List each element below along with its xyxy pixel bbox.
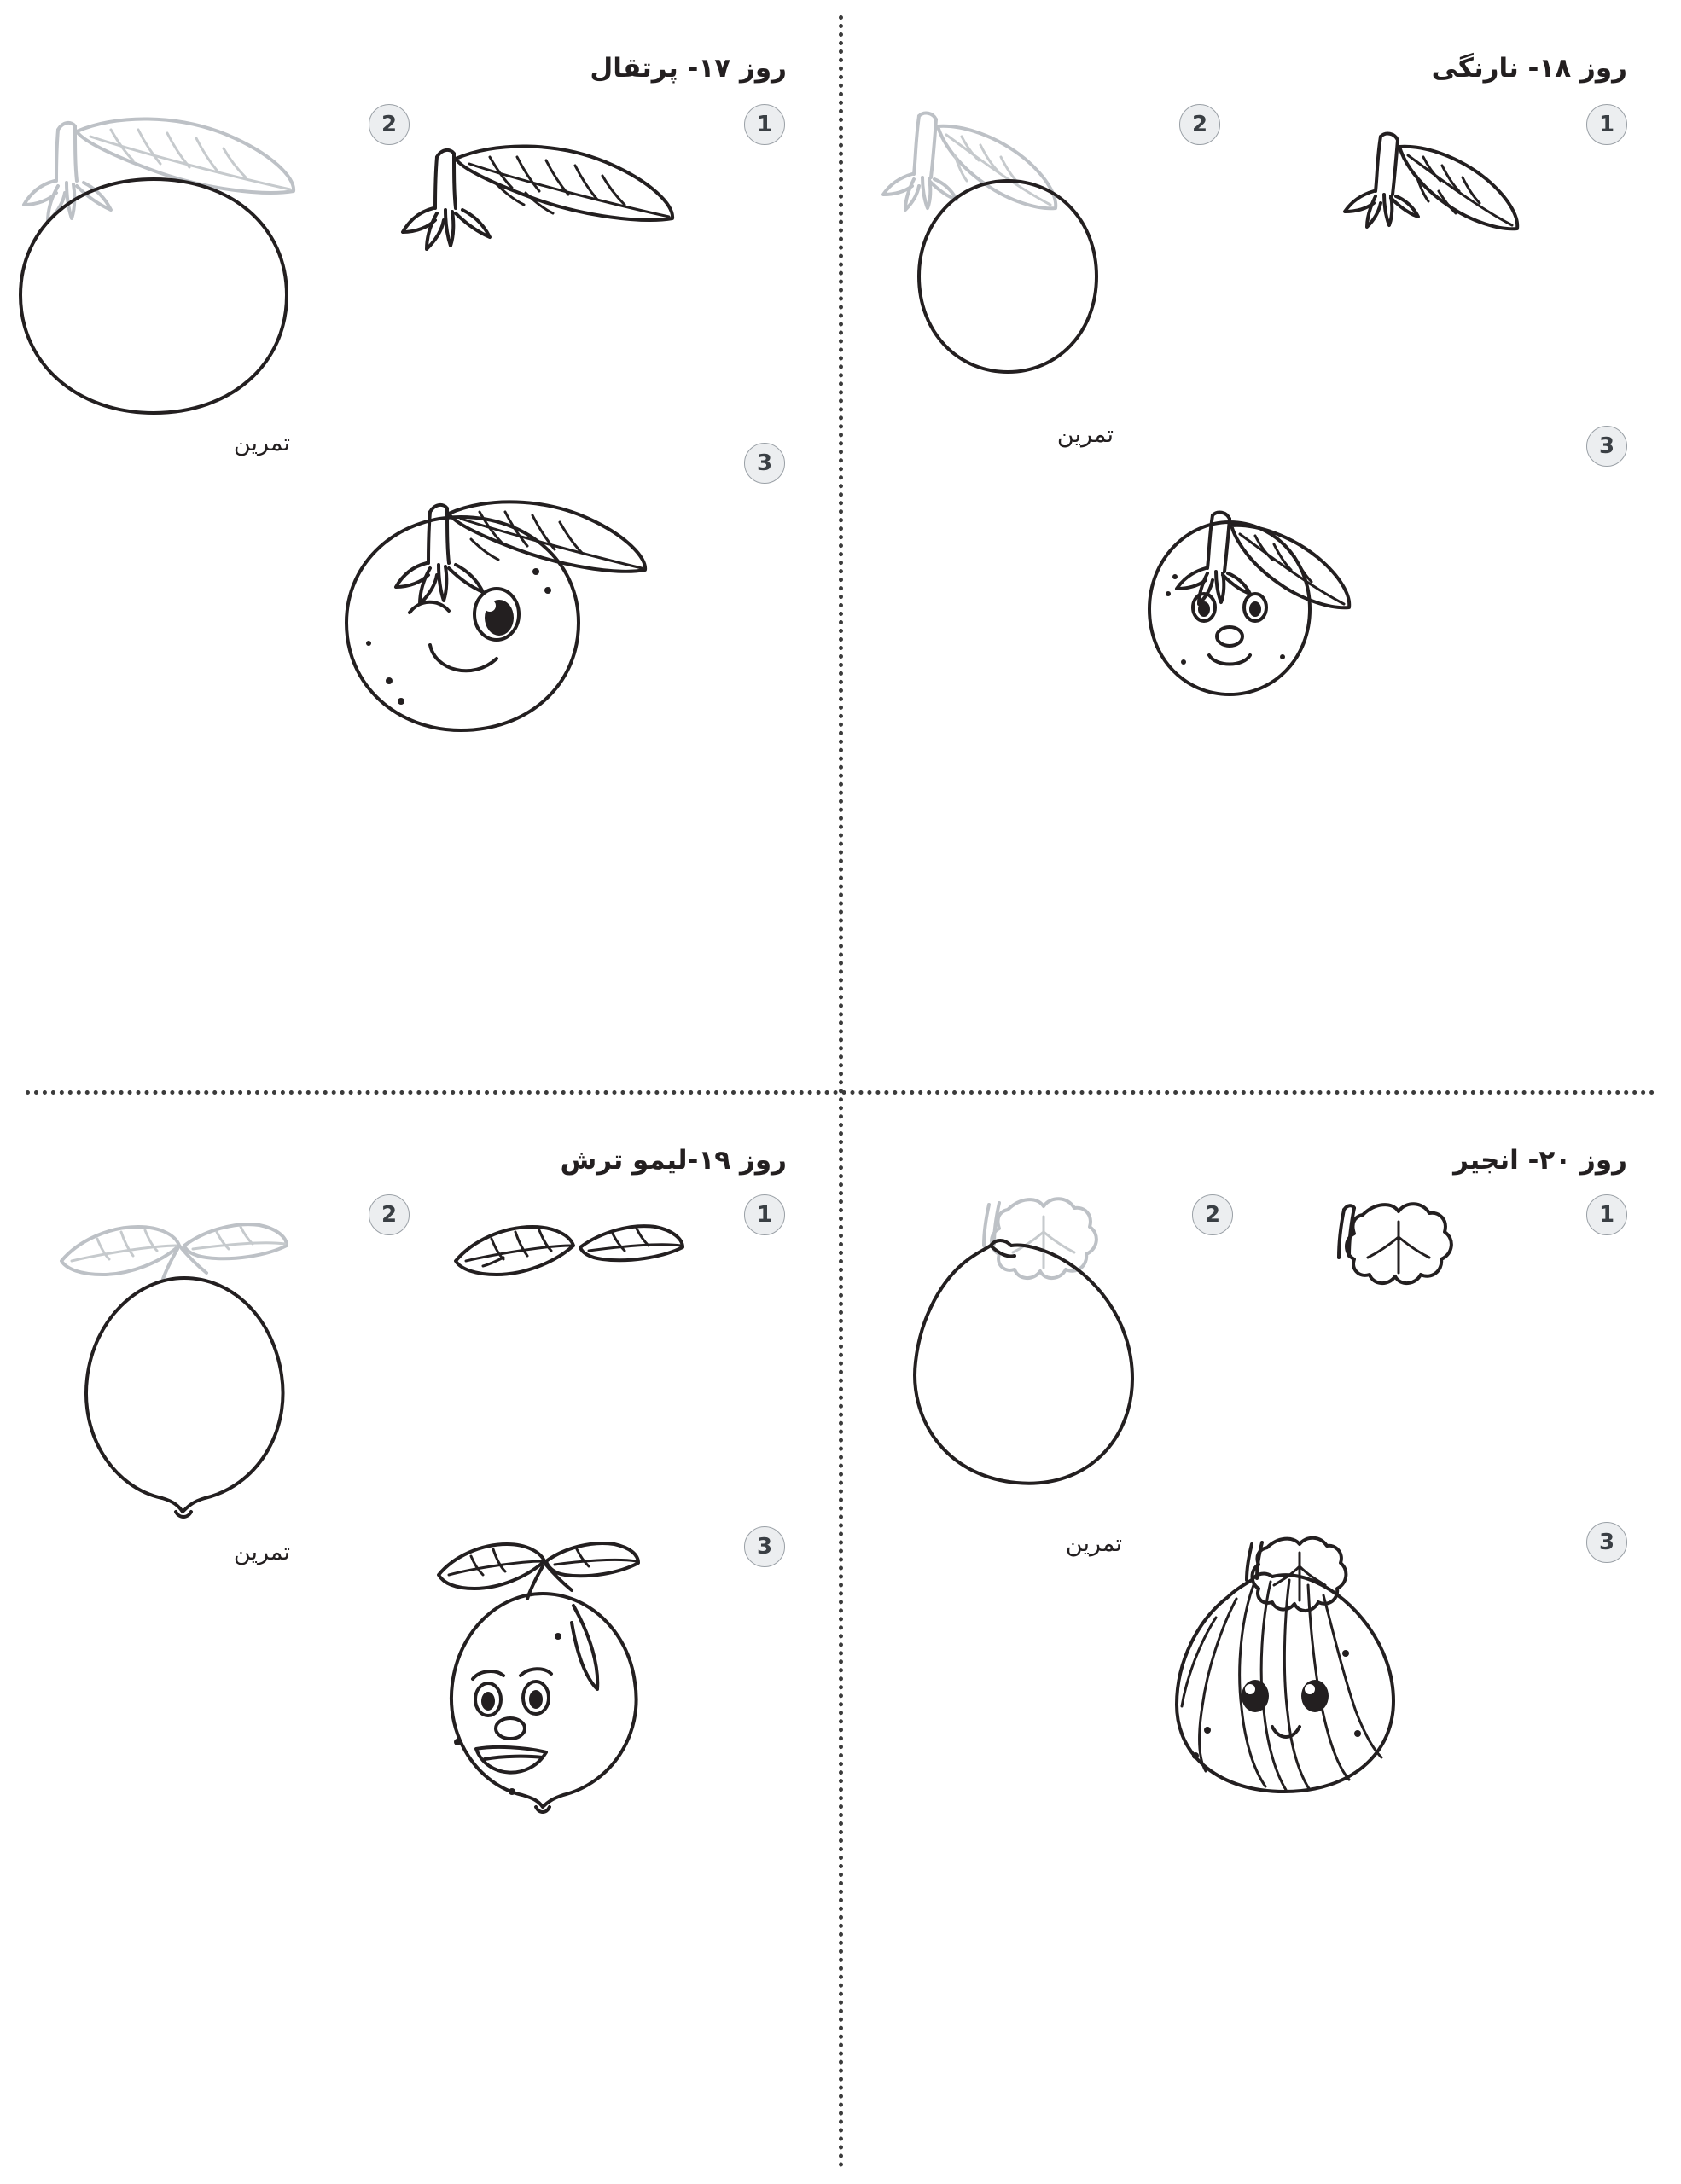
step-badge-2: 2 — [369, 104, 410, 145]
step-badge-1: 1 — [1586, 104, 1627, 145]
quadrant-day-20-fig — [840, 1092, 1681, 2184]
step-badge-2: 2 — [1192, 1194, 1233, 1235]
step-badge-3: 3 — [1586, 426, 1627, 467]
art-orange-circle-with-ghost-leaf — [9, 107, 375, 449]
quadrant-day-19-lemon — [0, 1092, 840, 2184]
quadrant-title: روز ۱۹-لیمو ترش — [560, 1145, 787, 1176]
quadrant-day-17-orange — [0, 0, 840, 1092]
quadrant-title: روز ۲۰- انجیر — [1453, 1145, 1627, 1176]
quadrant-title: روز ۱۷- پرتقال — [590, 53, 787, 84]
horizontal-dotted-divider — [26, 1090, 1655, 1095]
art-lemon-two-leaves — [444, 1198, 700, 1317]
art-lemon-body-with-ghost-leaves — [9, 1189, 375, 1548]
practice-label: تمرین — [1065, 1531, 1122, 1557]
art-tangerine-smiling-face — [1131, 447, 1574, 703]
step-badge-1: 1 — [1586, 1194, 1627, 1235]
practice-label: تمرین — [233, 1539, 290, 1565]
art-orange-winking-face — [316, 456, 759, 737]
step-badge-1: 1 — [744, 1194, 785, 1235]
quadrant-title: روز ۱۸- نارنگی — [1431, 53, 1627, 84]
art-fig-body-with-ghost-leaf — [832, 1189, 1199, 1531]
art-fig-happy-face — [1148, 1513, 1549, 1795]
art-tangerine-leaf-and-stem — [1288, 123, 1544, 251]
art-tangerine-body-with-ghost-leaf — [823, 106, 1190, 439]
art-orange-leaf-and-stem — [401, 113, 725, 275]
step-badge-1: 1 — [744, 104, 785, 145]
step-badge-3: 3 — [1586, 1522, 1627, 1563]
step-badge-3: 3 — [744, 443, 785, 484]
step-badge-2: 2 — [1179, 104, 1220, 145]
quadrant-day-18-tangerine — [840, 0, 1681, 1092]
practice-label: تمرین — [233, 430, 290, 456]
art-lemon-laughing-face — [375, 1539, 734, 1821]
step-badge-2: 2 — [369, 1194, 410, 1235]
art-fig-leaf — [1310, 1189, 1472, 1309]
practice-label: تمرین — [1056, 421, 1114, 448]
step-badge-3: 3 — [744, 1526, 785, 1567]
